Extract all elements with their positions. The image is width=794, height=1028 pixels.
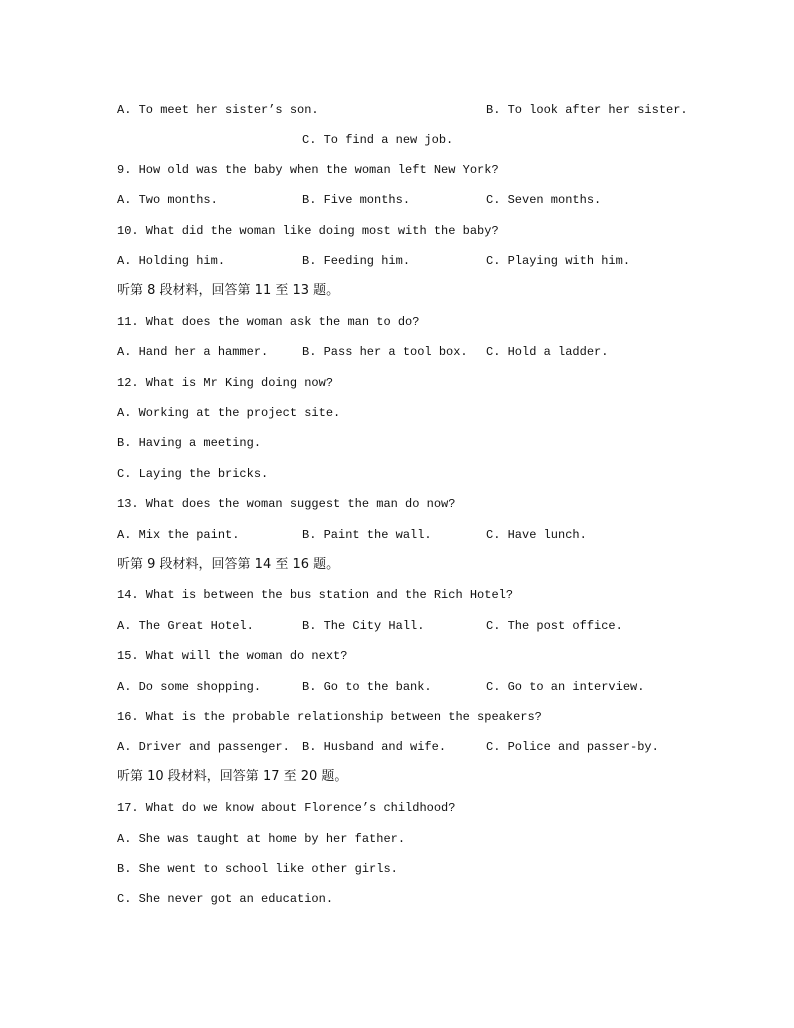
- option-b: B. Five months.: [302, 193, 411, 207]
- option-c: C. To find a new job.: [302, 133, 454, 147]
- option-c: C. Seven months.: [486, 193, 602, 207]
- question-13: 13. What does the woman suggest the man do now?: [117, 497, 456, 511]
- question-9: 9. How old was the baby when the woman left New York?: [117, 163, 499, 177]
- option-b: B. Paint the wall.: [302, 528, 432, 542]
- section-heading: 听第 9 段材料，回答第 14 至 16 题。: [117, 557, 340, 572]
- option-b: B. To look after her sister.: [486, 103, 688, 117]
- option-b: B. Husband and wife.: [302, 740, 447, 754]
- option-b: B. The City Hall.: [302, 619, 425, 633]
- option-b: B. Go to the bank.: [302, 680, 432, 694]
- option-a: A. Hand her a hammer.: [117, 345, 269, 359]
- option-c: C. Police and passer-by.: [486, 740, 659, 754]
- option-a: A. The Great Hotel.: [117, 619, 254, 633]
- option-a: A. To meet her sister’s son.: [117, 103, 319, 117]
- question-11: 11. What does the woman ask the man to do?: [117, 315, 420, 329]
- option-c: C. Go to an interview.: [486, 680, 645, 694]
- option-a: A. She was taught at home by her father.: [117, 832, 406, 846]
- option-b: B. Pass her a tool box.: [302, 345, 468, 359]
- question-17: 17. What do we know about Florence’s childhood?: [117, 801, 456, 815]
- option-a: A. Holding him.: [117, 254, 226, 268]
- option-a: A. Working at the project site.: [117, 406, 341, 420]
- option-c: C. Hold a ladder.: [486, 345, 609, 359]
- option-a: A. Two months.: [117, 193, 218, 207]
- option-b: B. Having a meeting.: [117, 436, 262, 450]
- option-c: C. The post office.: [486, 619, 623, 633]
- option-c: C. Have lunch.: [486, 528, 587, 542]
- option-b: B. She went to school like other girls.: [117, 862, 398, 876]
- question-14: 14. What is between the bus station and the Rich Hotel?: [117, 588, 514, 602]
- section-heading: 听第 8 段材料，回答第 11 至 13 题。: [117, 283, 340, 298]
- question-10: 10. What did the woman like doing most with the baby?: [117, 224, 499, 238]
- option-c: C. She never got an education.: [117, 892, 334, 906]
- option-c: C. Playing with him.: [486, 254, 631, 268]
- section-heading: 听第 10 段材料，回答第 17 至 20 题。: [117, 769, 348, 784]
- question-16: 16. What is the probable relationship between the speakers?: [117, 710, 542, 724]
- option-a: A. Mix the paint.: [117, 528, 240, 542]
- option-a: A. Do some shopping.: [117, 680, 262, 694]
- question-15: 15. What will the woman do next?: [117, 649, 348, 663]
- option-b: B. Feeding him.: [302, 254, 411, 268]
- question-12: 12. What is Mr King doing now?: [117, 376, 334, 390]
- option-a: A. Driver and passenger.: [117, 740, 290, 754]
- option-c: C. Laying the bricks.: [117, 467, 269, 481]
